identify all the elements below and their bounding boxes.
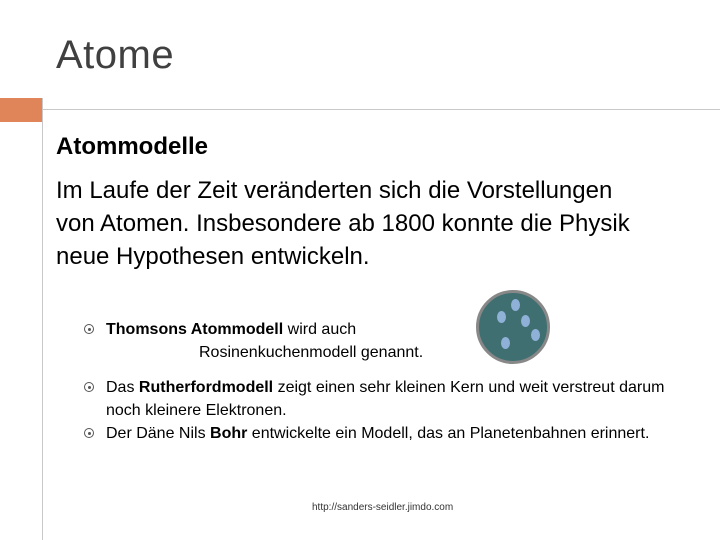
bullet-list [86, 318, 686, 445]
bullet-text: wird auch [283, 321, 357, 338]
bullet-text: zeigt einen sehr kleinen Kern und weit verstreut darum noch kleinere Elektronen. [106, 379, 665, 419]
model-name: Thomsons Atommodell [106, 321, 284, 338]
model-name: Bohr [210, 425, 248, 442]
bullet-circle-icon [84, 382, 94, 392]
vertical-divider [42, 98, 43, 540]
bullet-text: entwickelte ein Modell, das an Planetenbahnen erinnert. [247, 425, 650, 442]
accent-bar [0, 98, 42, 122]
list-item [86, 376, 686, 422]
horizontal-divider [42, 109, 720, 110]
intro-paragraph: Im Laufe der Zeit veränderten sich die Vorstellungen von Atomen. Insbesondere ab 1800 konnte die Physik neue Hypothesen entwickeln. [56, 177, 630, 270]
bullet-circle-icon [84, 428, 94, 438]
bullet-text-prefix: Das [106, 379, 139, 396]
electron-dot [511, 299, 520, 311]
bullet-text-prefix: Der Däne Nils [106, 425, 211, 442]
list-item [86, 422, 686, 445]
slide-title: Atome [56, 33, 175, 77]
bullet-circle-icon [84, 324, 94, 334]
model-name: Rutherfordmodell [138, 379, 274, 396]
footer-url: http://sanders-seidler.jimdo.com [312, 502, 454, 513]
section-heading: Atommodelle [56, 133, 209, 160]
list-item [86, 318, 686, 366]
bullet-text-continued: Rosinenkuchenmodell genannt. [199, 344, 424, 361]
